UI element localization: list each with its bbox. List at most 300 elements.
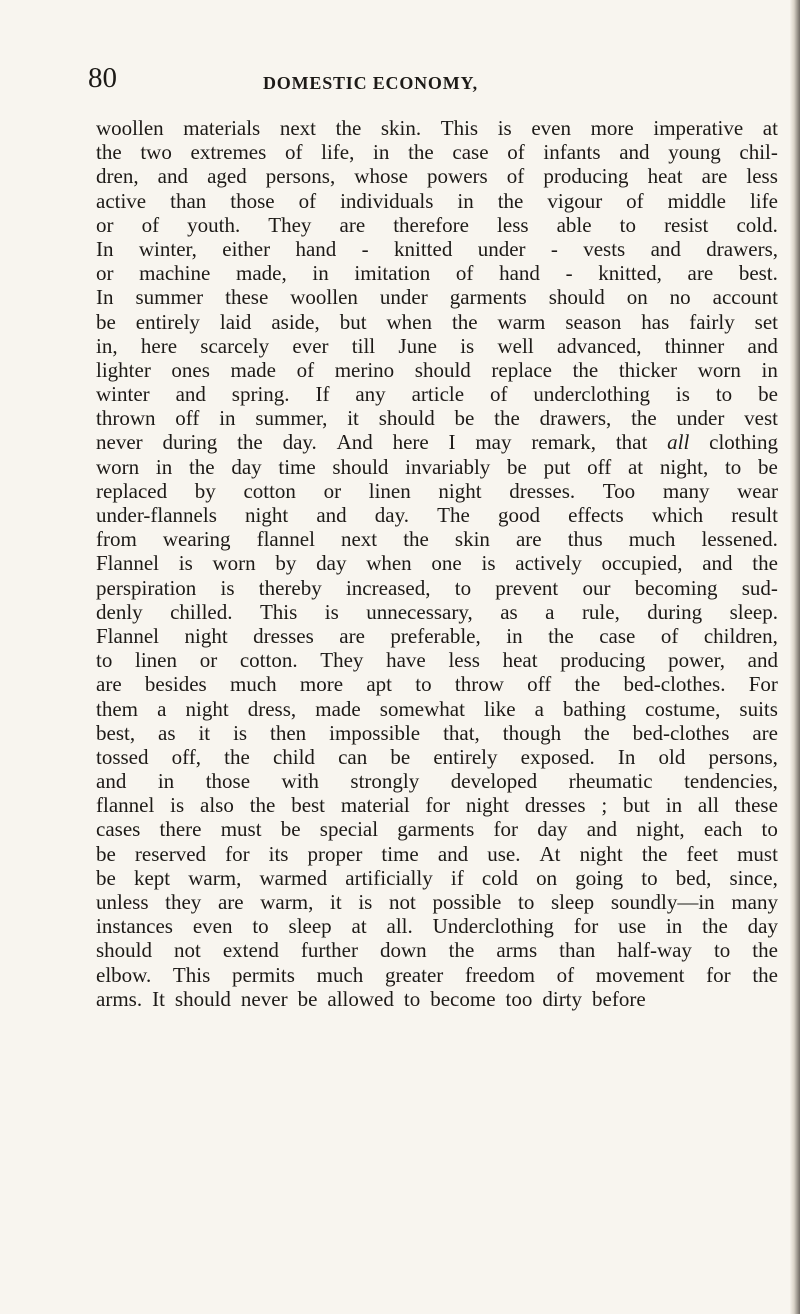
text-word: possible bbox=[432, 890, 502, 914]
text-word: or bbox=[199, 648, 218, 673]
text-word: worn bbox=[212, 551, 256, 576]
text-line bbox=[96, 769, 778, 793]
text-word: night bbox=[465, 793, 510, 818]
text-word: the bbox=[451, 309, 478, 334]
text-line bbox=[96, 866, 778, 890]
text-word: of bbox=[626, 188, 644, 213]
text-word: have bbox=[386, 648, 426, 673]
text-word: thus bbox=[567, 527, 603, 552]
text-word: for bbox=[425, 793, 450, 818]
text-word: from bbox=[96, 527, 137, 552]
text-word: never bbox=[96, 430, 143, 455]
text-word: more bbox=[299, 672, 344, 697]
text-word: night, bbox=[636, 817, 685, 842]
text-line bbox=[96, 938, 778, 962]
text-word: use bbox=[618, 914, 647, 939]
text-word: child bbox=[272, 744, 315, 769]
text-word: Flannel bbox=[96, 551, 159, 576]
text-word: season bbox=[565, 309, 622, 334]
text-word: not bbox=[174, 938, 201, 963]
text-word: persons, bbox=[708, 744, 778, 769]
text-line bbox=[96, 551, 778, 575]
text-word: The bbox=[437, 503, 470, 527]
text-word: vest bbox=[744, 406, 778, 431]
text-word: of bbox=[298, 188, 317, 213]
text-word: soundly—in bbox=[610, 890, 715, 914]
text-word: woollen bbox=[96, 116, 164, 140]
text-word: suits bbox=[739, 696, 778, 721]
text-word: night bbox=[184, 623, 228, 648]
text-word: power, bbox=[668, 648, 725, 673]
text-word: the bbox=[548, 623, 574, 648]
text-line bbox=[96, 745, 778, 769]
text-word: sleep bbox=[551, 890, 595, 914]
text-word: replaced bbox=[96, 478, 168, 503]
text-word: the bbox=[448, 938, 475, 963]
text-word: entirely bbox=[433, 744, 498, 769]
text-line bbox=[96, 382, 778, 406]
text-word: cotton bbox=[243, 478, 296, 503]
text-word: cold bbox=[481, 865, 518, 890]
text-word: the bbox=[574, 672, 601, 697]
text-word: it bbox=[198, 720, 211, 745]
text-word: less bbox=[746, 164, 778, 189]
text-word: powers bbox=[427, 164, 488, 189]
text-word: flannel bbox=[256, 527, 315, 552]
text-line bbox=[96, 527, 778, 551]
text-word: off bbox=[587, 454, 612, 479]
text-word: extremes bbox=[190, 140, 267, 165]
text-word: to bbox=[641, 865, 658, 890]
text-word: thicker bbox=[618, 357, 678, 382]
text-word: at bbox=[351, 914, 367, 939]
text-word: unnecessary, bbox=[366, 599, 473, 624]
text-word: be bbox=[96, 865, 116, 890]
page-number: 80 bbox=[88, 62, 117, 94]
text-word: producing bbox=[543, 164, 629, 189]
text-word: that, bbox=[443, 720, 480, 745]
text-word: winter bbox=[96, 382, 150, 407]
text-word: bathing bbox=[563, 696, 627, 721]
text-word: sleep. bbox=[729, 599, 778, 624]
text-word: dresses bbox=[524, 793, 586, 818]
text-word: warm bbox=[497, 309, 546, 334]
text-word: in bbox=[506, 623, 523, 648]
text-word: children, bbox=[703, 623, 778, 648]
text-word: vests bbox=[583, 236, 626, 261]
text-word: to bbox=[454, 575, 472, 600]
text-word: dirty bbox=[542, 986, 583, 1011]
text-word: thinner bbox=[664, 333, 725, 358]
text-word: aside, bbox=[271, 309, 320, 334]
text-word: as bbox=[500, 599, 518, 624]
text-word: those bbox=[205, 769, 251, 794]
text-word: In bbox=[617, 744, 636, 769]
text-word: special bbox=[319, 817, 379, 842]
text-word: has bbox=[641, 309, 670, 334]
text-word: are bbox=[339, 212, 366, 237]
text-line bbox=[96, 503, 778, 527]
text-word: it bbox=[330, 890, 342, 914]
text-word: remark, bbox=[531, 430, 597, 455]
text-word: to bbox=[415, 672, 432, 697]
text-word: June bbox=[398, 333, 437, 358]
text-word: should bbox=[96, 938, 153, 963]
text-word: day bbox=[747, 914, 778, 939]
text-word: be bbox=[96, 841, 116, 866]
text-word: the bbox=[224, 744, 250, 769]
text-word: knitted, bbox=[598, 261, 662, 286]
text-word: ones bbox=[171, 357, 210, 382]
text-word: of bbox=[141, 212, 160, 237]
text-word: its bbox=[268, 841, 289, 866]
text-word: garments bbox=[449, 285, 527, 310]
text-word: instances bbox=[96, 914, 173, 939]
text-word: summer bbox=[135, 285, 204, 310]
text-word: worn bbox=[697, 357, 741, 382]
text-word: garments bbox=[397, 817, 475, 842]
text-word: of bbox=[506, 164, 525, 189]
text-word: is bbox=[170, 793, 185, 818]
text-word: It bbox=[152, 986, 165, 1011]
text-word: sud- bbox=[741, 575, 778, 600]
text-word: for bbox=[573, 914, 599, 939]
text-word: less bbox=[497, 212, 529, 237]
text-word: are bbox=[701, 164, 728, 189]
text-word: in bbox=[761, 357, 778, 382]
text-word: never bbox=[240, 986, 288, 1011]
text-word: with bbox=[281, 769, 319, 794]
text-word: of bbox=[284, 140, 303, 165]
text-word: hand bbox=[499, 261, 540, 286]
text-word: than bbox=[170, 188, 207, 213]
text-word: invariably bbox=[405, 454, 491, 479]
text-word: not bbox=[389, 890, 416, 914]
text-word: there bbox=[159, 817, 202, 842]
text-word: like bbox=[484, 696, 516, 721]
text-word: night bbox=[579, 841, 623, 866]
text-word: to bbox=[724, 454, 742, 479]
text-word: dresses bbox=[253, 623, 314, 648]
text-word: on bbox=[536, 865, 558, 890]
text-word: made, bbox=[235, 261, 287, 286]
text-word: winter, bbox=[138, 236, 197, 261]
text-word: our bbox=[582, 575, 611, 600]
text-word: vigour bbox=[547, 188, 603, 213]
text-word: chilled. bbox=[170, 599, 233, 624]
text-word: here bbox=[392, 430, 429, 455]
text-word: for bbox=[706, 962, 731, 987]
text-word: replace bbox=[491, 357, 552, 382]
text-word: account bbox=[712, 285, 778, 310]
text-word: night bbox=[245, 503, 289, 527]
text-line bbox=[96, 164, 778, 188]
text-word: is bbox=[233, 720, 248, 745]
text-word: time bbox=[278, 454, 316, 479]
text-word: well bbox=[497, 333, 534, 358]
text-word: apt bbox=[366, 672, 392, 697]
text-word: use. bbox=[487, 841, 521, 866]
text-word: is bbox=[324, 599, 339, 624]
text-word: by bbox=[275, 551, 297, 576]
text-word: day bbox=[231, 454, 262, 479]
text-line bbox=[96, 430, 778, 454]
text-word: which bbox=[651, 503, 704, 527]
text-word: perspiration bbox=[96, 575, 197, 600]
text-word: to bbox=[761, 817, 778, 842]
text-word: elbow. bbox=[96, 962, 152, 987]
text-word: are bbox=[217, 890, 244, 914]
text-word: summer, bbox=[255, 406, 328, 431]
text-word: must bbox=[220, 817, 262, 842]
text-word: and bbox=[437, 841, 469, 866]
text-word: under-flannels bbox=[96, 503, 217, 527]
text-word: movement bbox=[595, 962, 685, 987]
text-word: in bbox=[373, 140, 390, 165]
text-word: to bbox=[619, 212, 636, 237]
text-line bbox=[96, 624, 778, 648]
running-title: DOMESTIC ECONOMY, bbox=[263, 73, 478, 93]
text-word: to bbox=[96, 648, 113, 673]
text-word: clothing bbox=[709, 430, 778, 455]
text-word: in bbox=[457, 188, 474, 213]
text-word: in bbox=[665, 914, 683, 939]
text-word: a bbox=[157, 696, 167, 721]
text-word: chil- bbox=[739, 140, 778, 165]
text-word: time bbox=[381, 841, 419, 866]
text-word: dren, bbox=[96, 164, 139, 189]
text-word: sleep bbox=[288, 914, 332, 939]
text-word: proper bbox=[307, 841, 363, 866]
text-word: many bbox=[731, 890, 778, 914]
text-line bbox=[96, 189, 778, 213]
text-word: knitted bbox=[394, 236, 453, 261]
text-word: arms bbox=[496, 938, 538, 963]
text-word: to bbox=[252, 914, 269, 939]
text-word: In bbox=[96, 236, 114, 261]
text-word: throw bbox=[454, 672, 504, 697]
text-word: half-way bbox=[617, 938, 692, 963]
text-word: ; bbox=[601, 793, 608, 818]
text-word: since, bbox=[729, 865, 778, 890]
text-word: heat bbox=[502, 648, 538, 673]
text-word: in bbox=[219, 406, 236, 431]
text-word: be bbox=[96, 309, 116, 334]
text-line bbox=[96, 358, 778, 382]
text-word: any bbox=[355, 382, 386, 407]
text-line bbox=[96, 237, 778, 261]
text-word: next bbox=[279, 116, 316, 140]
text-word: costume, bbox=[645, 696, 721, 721]
text-word: unless bbox=[96, 890, 149, 914]
text-word: and bbox=[96, 769, 127, 794]
text-word: is bbox=[497, 116, 512, 140]
text-word: persons, bbox=[265, 164, 336, 189]
text-word: then bbox=[270, 720, 307, 745]
text-word: less bbox=[448, 648, 480, 673]
text-word: young bbox=[668, 140, 721, 165]
text-word: off bbox=[175, 406, 200, 431]
text-word: warm, bbox=[188, 865, 242, 890]
text-word: cases bbox=[96, 817, 141, 842]
text-word: Underclothing bbox=[432, 914, 554, 939]
text-word: these bbox=[225, 285, 269, 310]
text-word: the bbox=[494, 406, 520, 431]
text-word: here bbox=[140, 333, 178, 358]
text-word: all. bbox=[386, 914, 413, 939]
text-word: the bbox=[249, 793, 276, 818]
text-word: a bbox=[534, 696, 544, 721]
text-word: producing bbox=[560, 648, 646, 673]
text-word: the bbox=[96, 140, 122, 165]
text-word: best, bbox=[96, 720, 136, 745]
text-word: exposed. bbox=[520, 744, 595, 769]
text-word: under bbox=[477, 236, 526, 261]
text-word: and bbox=[747, 333, 778, 358]
text-word: imperative bbox=[653, 116, 744, 140]
text-word: woollen bbox=[290, 285, 358, 310]
text-word: warmed bbox=[259, 865, 328, 890]
text-word: of bbox=[507, 140, 525, 165]
text-word: thrown bbox=[96, 406, 156, 431]
text-line bbox=[96, 890, 778, 914]
text-line bbox=[96, 455, 778, 479]
text-word: to bbox=[713, 938, 731, 963]
text-word: are bbox=[515, 527, 542, 552]
text-word: therefore bbox=[393, 212, 469, 237]
text-word: warm, bbox=[260, 890, 314, 914]
text-word: the bbox=[237, 430, 263, 455]
text-word: preferable, bbox=[390, 623, 481, 648]
text-word: much bbox=[628, 527, 676, 552]
text-word: off, bbox=[171, 744, 201, 769]
text-line bbox=[96, 406, 778, 430]
text-line bbox=[96, 116, 778, 140]
text-word: night bbox=[185, 696, 229, 721]
text-line bbox=[96, 140, 778, 164]
text-line bbox=[96, 261, 778, 285]
text-word: but bbox=[339, 309, 367, 334]
text-word: resist bbox=[664, 212, 709, 237]
text-word: day bbox=[316, 551, 347, 576]
text-word: and bbox=[316, 503, 347, 527]
text-line bbox=[96, 697, 778, 721]
text-word: prevent bbox=[495, 575, 559, 600]
text-word: should bbox=[174, 986, 231, 1011]
text-word: them bbox=[96, 696, 138, 721]
text-word: it bbox=[347, 406, 359, 431]
text-word: are bbox=[687, 261, 714, 286]
text-word: in bbox=[157, 769, 175, 794]
text-word: be bbox=[758, 454, 778, 479]
text-word: is bbox=[481, 551, 496, 576]
text-word: if bbox=[450, 865, 464, 890]
text-word: lighter bbox=[96, 357, 151, 382]
text-word: material bbox=[340, 793, 410, 818]
text-word: and bbox=[747, 648, 778, 673]
text-word: individuals bbox=[340, 188, 434, 213]
text-word: off bbox=[527, 672, 552, 697]
text-word: one bbox=[431, 551, 462, 576]
text-word: skin bbox=[454, 527, 490, 552]
text-word: even bbox=[192, 914, 233, 939]
text-word: becoming bbox=[634, 575, 718, 600]
text-word: when bbox=[366, 551, 412, 576]
text-word: night, bbox=[659, 454, 709, 479]
text-word: too bbox=[505, 986, 533, 1011]
text-line bbox=[96, 842, 778, 866]
text-line bbox=[96, 310, 778, 334]
text-word: Flannel bbox=[96, 623, 159, 648]
text-word: middle bbox=[667, 188, 726, 213]
text-word: occupied, bbox=[601, 551, 683, 576]
text-word: They bbox=[320, 648, 364, 673]
text-word: for bbox=[493, 817, 518, 842]
text-word: be bbox=[758, 382, 778, 407]
text-word: - bbox=[565, 261, 573, 286]
text-word: strongly bbox=[350, 769, 420, 794]
text-word: cotton. bbox=[239, 648, 298, 673]
text-word: day bbox=[537, 817, 568, 842]
text-word: the bbox=[497, 188, 524, 213]
text-word: developed bbox=[450, 769, 538, 794]
text-line bbox=[96, 987, 778, 1011]
text-line bbox=[96, 479, 778, 503]
text-word: dresses. bbox=[509, 478, 576, 503]
text-word: that bbox=[615, 430, 648, 455]
text-word: laid bbox=[219, 309, 252, 334]
text-word: many bbox=[662, 478, 710, 503]
text-word: be bbox=[297, 986, 318, 1011]
text-word: active bbox=[96, 188, 147, 213]
text-word: bed-clothes. bbox=[623, 672, 726, 697]
text-line bbox=[96, 721, 778, 745]
text-word: This bbox=[259, 599, 298, 624]
text-word: should bbox=[414, 357, 471, 382]
text-line bbox=[96, 793, 778, 817]
text-word: advanced, bbox=[556, 333, 642, 358]
text-word: the bbox=[752, 551, 778, 576]
text-word: impossible bbox=[329, 720, 421, 745]
text-line bbox=[96, 285, 778, 309]
text-word: the bbox=[631, 406, 657, 431]
text-word: reserved bbox=[134, 841, 207, 866]
text-word: and bbox=[619, 140, 650, 165]
body-text bbox=[96, 116, 778, 1011]
text-word: the bbox=[572, 357, 599, 382]
text-word: each bbox=[703, 817, 743, 842]
text-word: bed-clothes bbox=[632, 720, 730, 745]
text-word: I bbox=[448, 430, 456, 455]
text-word: heat bbox=[647, 164, 683, 189]
text-word: able bbox=[556, 212, 592, 237]
text-line bbox=[96, 576, 778, 600]
text-word: allowed bbox=[327, 986, 394, 1011]
text-word: should bbox=[378, 406, 435, 431]
text-word: in bbox=[665, 793, 683, 818]
text-word: are bbox=[96, 672, 122, 697]
text-word: rule, bbox=[581, 599, 620, 624]
text-word: denly bbox=[96, 599, 143, 624]
text-word: case bbox=[452, 140, 489, 165]
text-word: either bbox=[222, 236, 271, 261]
text-line bbox=[96, 963, 778, 987]
text-word: on bbox=[626, 285, 648, 310]
text-word: kept bbox=[133, 865, 171, 890]
text-word: is bbox=[178, 551, 193, 576]
text-word: good bbox=[497, 503, 540, 527]
text-word: two bbox=[140, 140, 172, 165]
